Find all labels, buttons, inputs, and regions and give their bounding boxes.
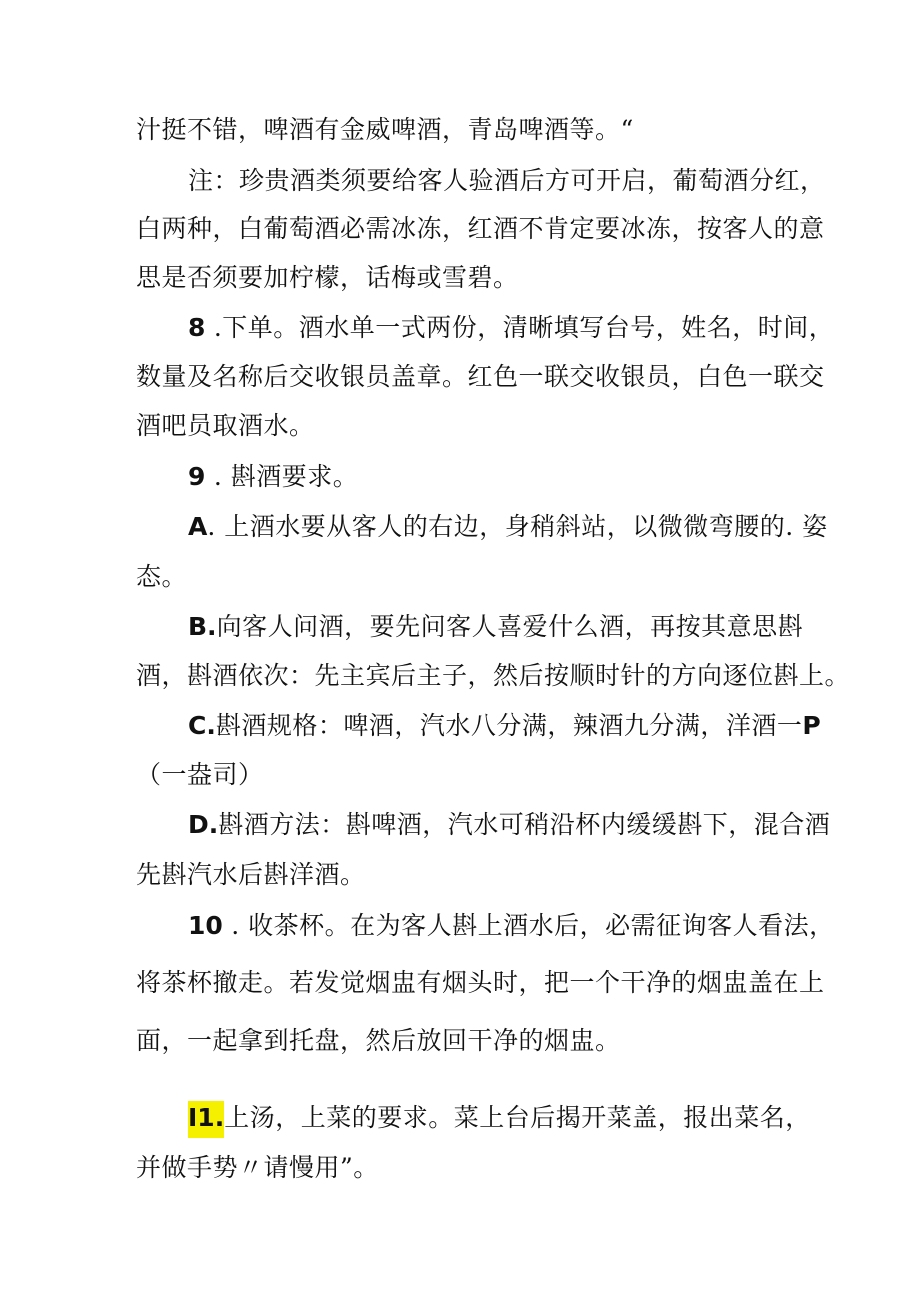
paragraph-line: 酒，斟酒依次：先主宾后主子，然后按顺时针的方向逐位斟上。: [136, 661, 851, 690]
item-number: 10: [188, 911, 223, 940]
item-letter: A: [188, 512, 208, 541]
paragraph-line: 态。: [136, 562, 188, 591]
note-line: 注：珍贵酒类须要给客人验酒后方可开启，葡萄酒分红，: [188, 166, 826, 195]
item-letter: B.: [188, 612, 217, 641]
paragraph-line: 汁挺不错，啤酒有金威啤酒，青岛啤酒等。“: [136, 115, 634, 144]
paragraph-line: （一盎司）: [136, 760, 264, 789]
item-b-line: B.向客人问酒，要先问客人喜爱什么酒，再按其意思斟: [188, 612, 804, 641]
paragraph-line: 面，一起拿到托盘，然后放回干净的烟盅。: [136, 1026, 621, 1055]
item-11-line: I1.上汤，上菜的要求。菜上台后揭开菜盖，报出菜名，: [188, 1101, 811, 1135]
item-number: 8: [188, 313, 206, 342]
item-10-line: 10 . 收茶杯。在为客人斟上酒水后，必需征询客人看法，: [188, 911, 835, 940]
item-8-line: 8 .下单。酒水单一式两份，清晰填写台号，姓名，时间，: [188, 313, 835, 342]
paragraph-line: 先斟汽水后斟洋酒。: [136, 860, 366, 889]
paragraph-line: 酒吧员取酒水。: [136, 411, 315, 440]
paragraph-line: 将茶杯撤走。若发觉烟盅有烟头时，把一个干净的烟盅盖在上: [136, 968, 825, 997]
highlighted-item-number: I1.: [188, 1101, 224, 1138]
item-d-line: D.斟酒方法：斟啤酒，汽水可稍沿杯内缓缓斟下，混合酒: [188, 810, 831, 839]
item-letter: C.: [188, 711, 216, 740]
item-number: 9: [188, 462, 206, 491]
item-c-line: C.斟酒规格：啤酒，汽水八分满，辣酒九分满，洋酒一P: [188, 711, 821, 740]
paragraph-line: 思是否须要加柠檬，话梅或雪碧。: [136, 263, 519, 292]
item-a-line: A. 上酒水要从客人的右边，身稍斜站，以微微弯腰的. 姿: [188, 512, 828, 541]
item-9-line: 9 . 斟酒要求。: [188, 462, 359, 491]
paragraph-line: 白两种，白葡萄酒必需冰冻，红酒不肯定要冰冻，按客人的意: [136, 214, 825, 243]
paragraph-line: 数量及名称后交收银员盖章。红色一联交收银员，白色一联交: [136, 362, 825, 391]
paragraph-line: 并做手势〃请慢用”。: [136, 1153, 379, 1182]
item-letter: D.: [188, 810, 219, 839]
